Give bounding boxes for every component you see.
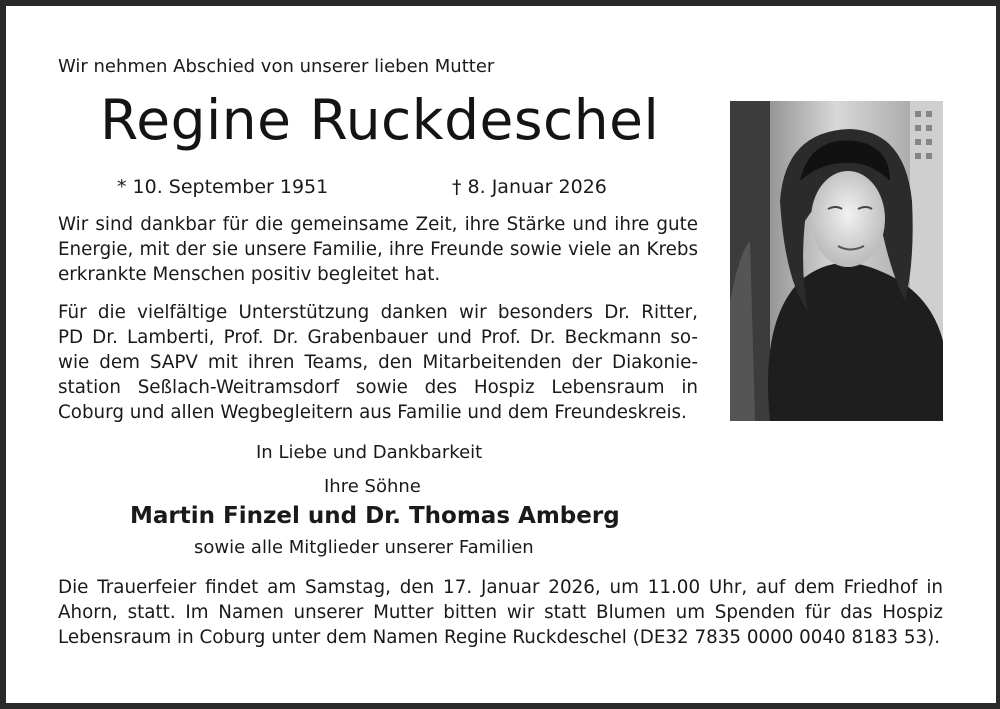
text-line: Ahorn, statt. Im Namen unserer Mutter bitten wir statt Blumen um Spenden für das Hospiz [58,602,943,623]
thanks-paragraph [58,300,698,425]
intro-text: Wir nehmen Abschied von unserer lieben Mutter [58,56,495,77]
birth-date: * 10. September 1951 [117,176,329,198]
text-line: Energie, mit der sie unsere Familie, ihre Freunde sowie viele an Krebs [58,239,698,260]
text-line: PD Dr. Lamberti, Prof. Dr. Grabenbauer und Prof. Dr. Beckmann so- [58,327,698,348]
text-line: erkrankte Menschen positiv begleitet hat. [58,264,441,285]
family-line: sowie alle Mitglieder unserer Familien [194,537,534,558]
text-line: Lebensraum in Coburg unter dem Namen Regine Ruckdeschel (DE32 7835 0000 0040 8183 53). [58,627,941,648]
sons-label: Ihre Söhne [324,476,421,497]
gratitude-paragraph [58,212,698,287]
text-line: station Seßlach-Weitramsdorf sowie des Hospiz Lebensraum in [58,377,698,398]
funeral-info-paragraph [58,575,943,650]
text-line: Coburg und allen Wegbegleitern aus Familie und dem Freundeskreis. [58,402,687,423]
text-line: wie dem SAPV mit ihren Teams, den Mitarbeitenden der Diakonie- [58,352,698,373]
text-line: Wir sind dankbar für die gemeinsame Zeit, ihre Stärke und ihre gute [58,214,698,235]
portrait-photo [730,101,943,421]
deceased-name: Regine Ruckdeschel [100,88,660,152]
text-line: Die Trauerfeier findet am Samstag, den 17. Januar 2026, um 11.00 Uhr, auf dem Friedhof in [58,577,943,598]
closing-text: In Liebe und Dankbarkeit [256,442,483,463]
text-line: Für die vielfältige Unterstützung danken wir besonders Dr. Ritter, [58,302,698,323]
mourner-names: Martin Finzel und Dr. Thomas Amberg [130,503,620,529]
death-date: † 8. Januar 2026 [452,176,607,198]
